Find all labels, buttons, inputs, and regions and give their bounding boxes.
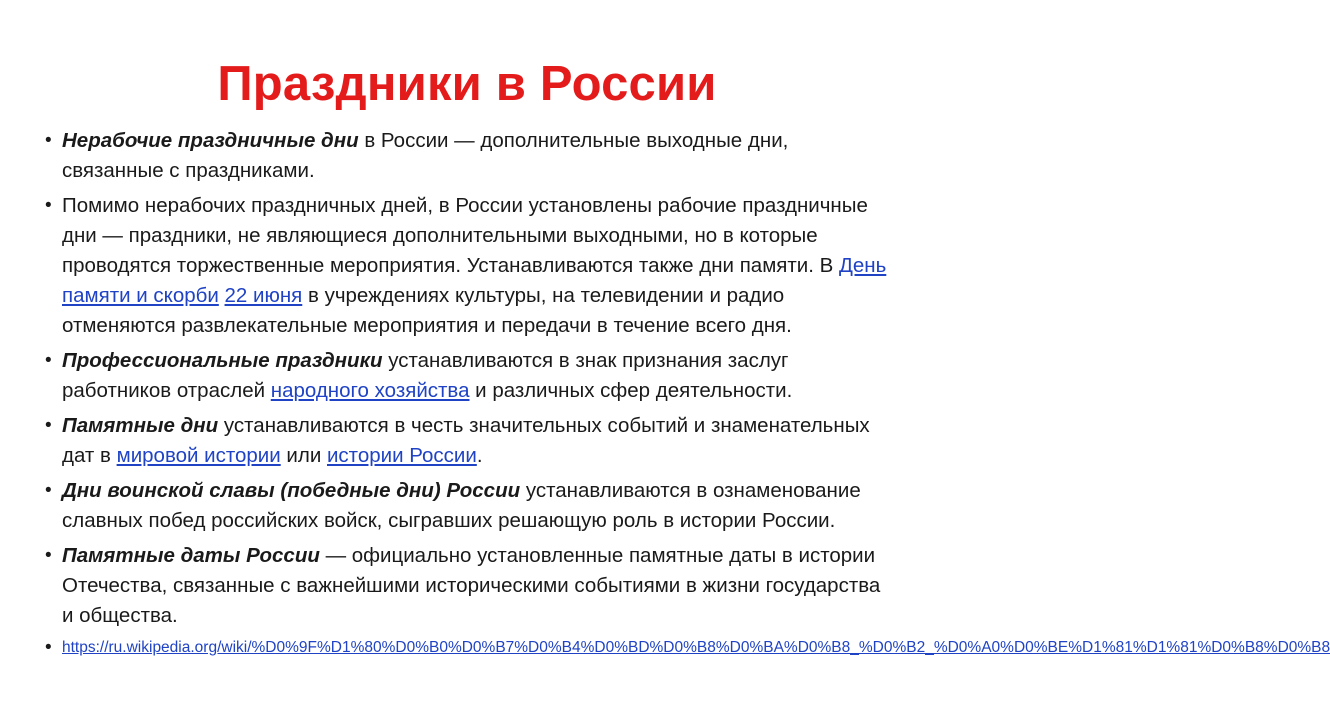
inline-link[interactable]: мировой истории (116, 444, 281, 467)
bullet-text: — официально установленные памятные даты в истории Отечества, связанные с важнейшими историческими событиями в жизни государства и общества. (62, 544, 881, 627)
bullet-item (44, 636, 1330, 660)
bullet-text: в учреждениях культуры, на телевидении и радио отменяются развлекательные мероприятия и передачи в течение всего дня. (62, 284, 792, 337)
bullet-dot: • (45, 415, 52, 436)
bullet-item (44, 476, 890, 536)
bullet-dot: • (45, 480, 52, 501)
slide-title: Праздники в России (217, 57, 717, 111)
bullet-text: и различных сфер деятельности. (469, 379, 793, 402)
bullet-list (44, 126, 1330, 660)
bullet-term: Профессиональные праздники (62, 349, 383, 372)
bullet-term: Дни воинской славы (победные дни) России (62, 479, 521, 502)
bullet-dot: • (45, 195, 52, 216)
bullet-dot: • (45, 545, 52, 566)
inline-link[interactable]: народного хозяйства (270, 379, 470, 402)
bullet-term: Памятные даты России (62, 544, 320, 567)
bullet-dot: • (45, 350, 52, 371)
bullet-text: или (280, 444, 327, 467)
bullet-text: устанавливаются в честь значительных событий и знаменательных дат в (62, 414, 870, 467)
bullet-text: Помимо нерабочих праздничных дней, в России установлены рабочие праздничные дни — праздники, не являющиеся дополнительными выходными, но в которые проводятся торжественные мероприятия. Устанавливаются также дни памяти. В (62, 194, 868, 277)
bullet-item (44, 541, 890, 631)
bullet-term: Памятные дни (62, 414, 219, 437)
inline-link[interactable]: День памяти и скорби (62, 254, 887, 307)
inline-link[interactable]: https://ru.wikipedia.org/wiki/%D0%9F%D1%80%D0%B0%D0%B7%D0%B4%D0%BD%D0%B8%D0%BA%D0%B8_%D0%B2_%D0%A0%D0%BE%D1%81%D1%81%D0%B8%D0%B8 (62, 639, 1330, 656)
bullet-term: Нерабочие праздничные дни (62, 129, 359, 152)
bullet-item (44, 411, 890, 471)
bullet-dot: • (45, 130, 52, 151)
bullet-text: устанавливаются в ознаменование славных побед российских войск, сыгравших решающую роль в истории России. (62, 479, 861, 532)
bullet-item (44, 126, 890, 186)
bullet-text: . (476, 444, 483, 467)
bullet-text: устанавливаются в знак признания заслуг работников отраслей (62, 349, 789, 402)
inline-link[interactable]: истории России (326, 444, 477, 467)
bullet-text: в России — дополнительные выходные дни, связанные с праздниками. (62, 129, 789, 182)
bullet-item (44, 191, 890, 341)
inline-link[interactable]: 22 июня (224, 284, 303, 307)
bullet-dot: • (45, 637, 52, 658)
bullet-item (44, 346, 890, 406)
